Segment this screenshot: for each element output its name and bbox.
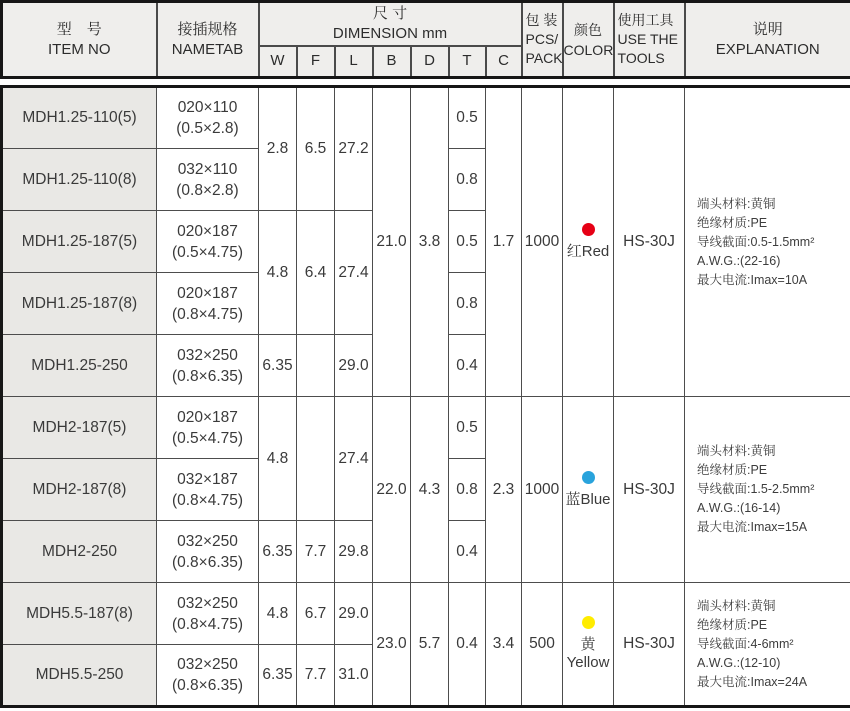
dim-l-cell: 29.8 bbox=[335, 521, 373, 583]
item-cell: MDH5.5-250 bbox=[2, 645, 157, 707]
table-row bbox=[2, 583, 850, 645]
color-label bbox=[563, 491, 613, 509]
color-label-zh: 红 bbox=[566, 243, 582, 260]
dim-l-cell: 27.4 bbox=[335, 397, 373, 521]
header-col-d: D bbox=[411, 46, 449, 78]
dim-f-cell bbox=[297, 397, 335, 521]
dim-b-cell: 23.0 bbox=[373, 583, 411, 707]
explanation-line: 绝缘材质:PE bbox=[697, 215, 768, 230]
nametab-detail: (0.5×4.75) bbox=[171, 243, 244, 261]
nametab-size: 032×187 bbox=[177, 470, 238, 488]
dim-w-cell: 2.8 bbox=[259, 87, 297, 211]
nametab-cell bbox=[157, 273, 259, 335]
color-cell bbox=[563, 583, 614, 707]
header-color bbox=[563, 2, 614, 78]
dim-f-cell: 6.5 bbox=[297, 87, 335, 211]
dim-c-cell: 3.4 bbox=[486, 583, 522, 707]
header-item-no-en: ITEM NO bbox=[48, 40, 111, 58]
dim-f-cell: 7.7 bbox=[297, 521, 335, 583]
item-cell: MDH1.25-187(5) bbox=[2, 211, 157, 273]
dim-l-cell: 27.4 bbox=[335, 211, 373, 335]
nametab-cell bbox=[157, 211, 259, 273]
nametab-size: 032×250 bbox=[177, 656, 238, 673]
header-nametab bbox=[157, 2, 259, 78]
item-cell: MDH1.25-187(8) bbox=[2, 273, 157, 335]
nametab-detail: (0.8×6.35) bbox=[171, 677, 244, 694]
header-explanation bbox=[685, 2, 850, 78]
dim-d-cell: 5.7 bbox=[411, 583, 449, 707]
explanation-line: 导线截面:1.5-2.5mm² bbox=[697, 482, 815, 496]
dim-w-cell: 4.8 bbox=[259, 397, 297, 521]
header-pack-en2: PACK bbox=[525, 50, 563, 66]
pack-cell: 1000 bbox=[522, 87, 563, 397]
dim-t-cell: 0.8 bbox=[449, 149, 486, 211]
header-col-f: F bbox=[297, 46, 335, 78]
header-dimension-zh: 尺 寸 bbox=[372, 4, 408, 22]
dim-w-cell: 6.35 bbox=[259, 521, 297, 583]
explanation-cell bbox=[685, 87, 850, 397]
dim-d-cell: 4.3 bbox=[411, 397, 449, 583]
header-dimension bbox=[259, 2, 522, 46]
header-col-c: C bbox=[486, 46, 522, 78]
nametab-cell bbox=[157, 459, 259, 521]
nametab-size: 020×110 bbox=[177, 99, 238, 116]
dim-l-cell: 29.0 bbox=[335, 583, 373, 645]
nametab-detail: (0.5×4.75) bbox=[171, 429, 244, 447]
dim-w-cell: 6.35 bbox=[259, 645, 297, 707]
item-cell: MDH2-187(8) bbox=[2, 459, 157, 521]
color-cell bbox=[563, 87, 614, 397]
pack-cell: 1000 bbox=[522, 397, 563, 583]
color-label-zh: 黄 bbox=[580, 636, 596, 653]
dim-t-cell: 0.4 bbox=[449, 521, 486, 583]
header-pack-en1: PCS/ bbox=[525, 31, 559, 47]
nametab-detail: (0.5×2.8) bbox=[176, 120, 239, 137]
color-dot bbox=[582, 616, 595, 629]
item-cell: MDH1.25-250 bbox=[2, 335, 157, 397]
dim-w-cell: 4.8 bbox=[259, 583, 297, 645]
item-cell: MDH2-250 bbox=[2, 521, 157, 583]
dim-t-cell: 0.5 bbox=[449, 211, 486, 273]
spec-table-header bbox=[0, 0, 850, 79]
color-dot bbox=[582, 471, 595, 484]
dim-c-cell: 1.7 bbox=[486, 87, 522, 397]
item-cell: MDH1.25-110(8) bbox=[2, 149, 157, 211]
dim-t-cell: 0.4 bbox=[449, 335, 486, 397]
header-tools-zh: 使用工具 bbox=[617, 12, 674, 28]
header-col-t: T bbox=[449, 46, 486, 78]
nametab-size: 020×187 bbox=[177, 408, 238, 426]
dim-c-cell: 2.3 bbox=[486, 397, 522, 583]
header-dimension-en: DIMENSION mm bbox=[332, 24, 448, 42]
nametab-size: 032×250 bbox=[177, 532, 238, 550]
item-cell: MDH2-187(5) bbox=[2, 397, 157, 459]
nametab-size: 032×250 bbox=[177, 346, 238, 364]
dim-b-cell: 22.0 bbox=[373, 397, 411, 583]
dim-t-cell: 0.8 bbox=[449, 273, 486, 335]
dim-f-cell: 7.7 bbox=[297, 645, 335, 707]
dim-f-cell: 6.4 bbox=[297, 211, 335, 335]
dim-t-cell: 0.4 bbox=[449, 583, 486, 707]
header-pack-zh: 包 装 bbox=[525, 12, 558, 28]
explanation-line: 最大电流:Imax=15A bbox=[697, 520, 808, 534]
header-col-b: B bbox=[373, 46, 411, 78]
dim-l-cell: 27.2 bbox=[335, 87, 373, 211]
nametab-cell bbox=[157, 335, 259, 397]
dim-f-cell bbox=[297, 335, 335, 397]
header-color-zh: 颜色 bbox=[574, 21, 603, 38]
explanation-line: 绝缘材质:PE bbox=[697, 463, 768, 477]
nametab-cell bbox=[157, 645, 259, 707]
nametab-detail: (0.8×6.35) bbox=[171, 553, 244, 571]
color-label bbox=[563, 636, 613, 672]
header-tools bbox=[614, 2, 685, 78]
color-label bbox=[563, 243, 613, 261]
header-color-en: COLOR bbox=[563, 41, 614, 58]
item-cell: MDH5.5-187(8) bbox=[2, 583, 157, 645]
nametab-size: 020×187 bbox=[177, 284, 238, 302]
tool-cell: HS-30J bbox=[614, 397, 685, 583]
header-tools-en2: TOOLS bbox=[617, 50, 665, 66]
color-label-zh: 蓝 bbox=[565, 490, 581, 508]
nametab-detail: (0.8×2.8) bbox=[176, 181, 239, 199]
dim-d-cell: 3.8 bbox=[411, 87, 449, 397]
tool-cell: HS-30J bbox=[614, 87, 685, 397]
table-row bbox=[2, 87, 850, 149]
explanation-cell bbox=[685, 583, 850, 707]
header-nametab-en: NAMETAB bbox=[171, 40, 244, 58]
explanation-line: 导线截面:0.5-1.5mm² bbox=[697, 234, 815, 249]
dim-f-cell: 6.7 bbox=[297, 583, 335, 645]
nametab-size: 032×110 bbox=[177, 160, 238, 178]
dim-l-cell: 31.0 bbox=[335, 645, 373, 707]
dim-t-cell: 0.5 bbox=[449, 397, 486, 459]
dim-w-cell: 4.8 bbox=[259, 211, 297, 335]
explanation-cell bbox=[685, 397, 850, 583]
explanation-line: 端头材料:黄铜 bbox=[697, 598, 776, 613]
explanation-line: 端头材料:黄铜 bbox=[697, 196, 776, 211]
color-label-en: Red bbox=[581, 243, 610, 260]
nametab-cell bbox=[157, 521, 259, 583]
nametab-cell bbox=[157, 149, 259, 211]
nametab-size: 032×250 bbox=[177, 594, 238, 612]
nametab-detail: (0.8×4.75) bbox=[171, 615, 244, 633]
dim-b-cell: 21.0 bbox=[373, 87, 411, 397]
header-nametab-zh: 接插规格 bbox=[177, 20, 238, 38]
item-cell: MDH1.25-110(5) bbox=[2, 87, 157, 149]
header-explanation-en: EXPLANATION bbox=[715, 40, 820, 58]
color-dot bbox=[582, 223, 595, 236]
header-col-l: L bbox=[335, 46, 373, 78]
explanation-line: 端头材料:黄铜 bbox=[697, 444, 776, 458]
nametab-detail: (0.8×4.75) bbox=[171, 305, 244, 323]
explanation-line: A.W.G.:(12-10) bbox=[697, 655, 781, 670]
header-item-no-zh: 型 号 bbox=[56, 20, 102, 38]
nametab-detail: (0.8×4.75) bbox=[171, 491, 244, 509]
tool-cell: HS-30J bbox=[614, 583, 685, 707]
header-col-w: W bbox=[259, 46, 297, 78]
header-item-no bbox=[2, 2, 157, 78]
dim-l-cell: 29.0 bbox=[335, 335, 373, 397]
explanation-line: A.W.G.:(22-16) bbox=[697, 253, 781, 268]
dim-t-cell: 0.8 bbox=[449, 459, 486, 521]
table-row bbox=[2, 397, 850, 459]
nametab-detail: (0.8×6.35) bbox=[171, 367, 244, 385]
spec-table-body bbox=[0, 85, 850, 708]
explanation-line: A.W.G.:(16-14) bbox=[697, 501, 781, 515]
explanation-line: 绝缘材质:PE bbox=[697, 617, 768, 632]
nametab-cell bbox=[157, 397, 259, 459]
explanation-line: 导线截面:4-6mm² bbox=[697, 636, 794, 651]
color-label-en: Yellow bbox=[566, 654, 610, 671]
header-pack bbox=[522, 2, 563, 78]
pack-cell: 500 bbox=[522, 583, 563, 707]
explanation-line: 最大电流:Imax=24A bbox=[697, 674, 808, 689]
nametab-cell bbox=[157, 583, 259, 645]
header-explanation-zh: 说明 bbox=[752, 20, 783, 38]
nametab-cell bbox=[157, 87, 259, 149]
header-tools-en1: USE THE bbox=[617, 31, 678, 47]
nametab-size: 020×187 bbox=[177, 222, 238, 240]
explanation-line: 最大电流:Imax=10A bbox=[697, 272, 808, 287]
dim-t-cell: 0.5 bbox=[449, 87, 486, 149]
color-label-en: Blue bbox=[580, 490, 611, 508]
dim-w-cell: 6.35 bbox=[259, 335, 297, 397]
color-cell bbox=[563, 397, 614, 583]
